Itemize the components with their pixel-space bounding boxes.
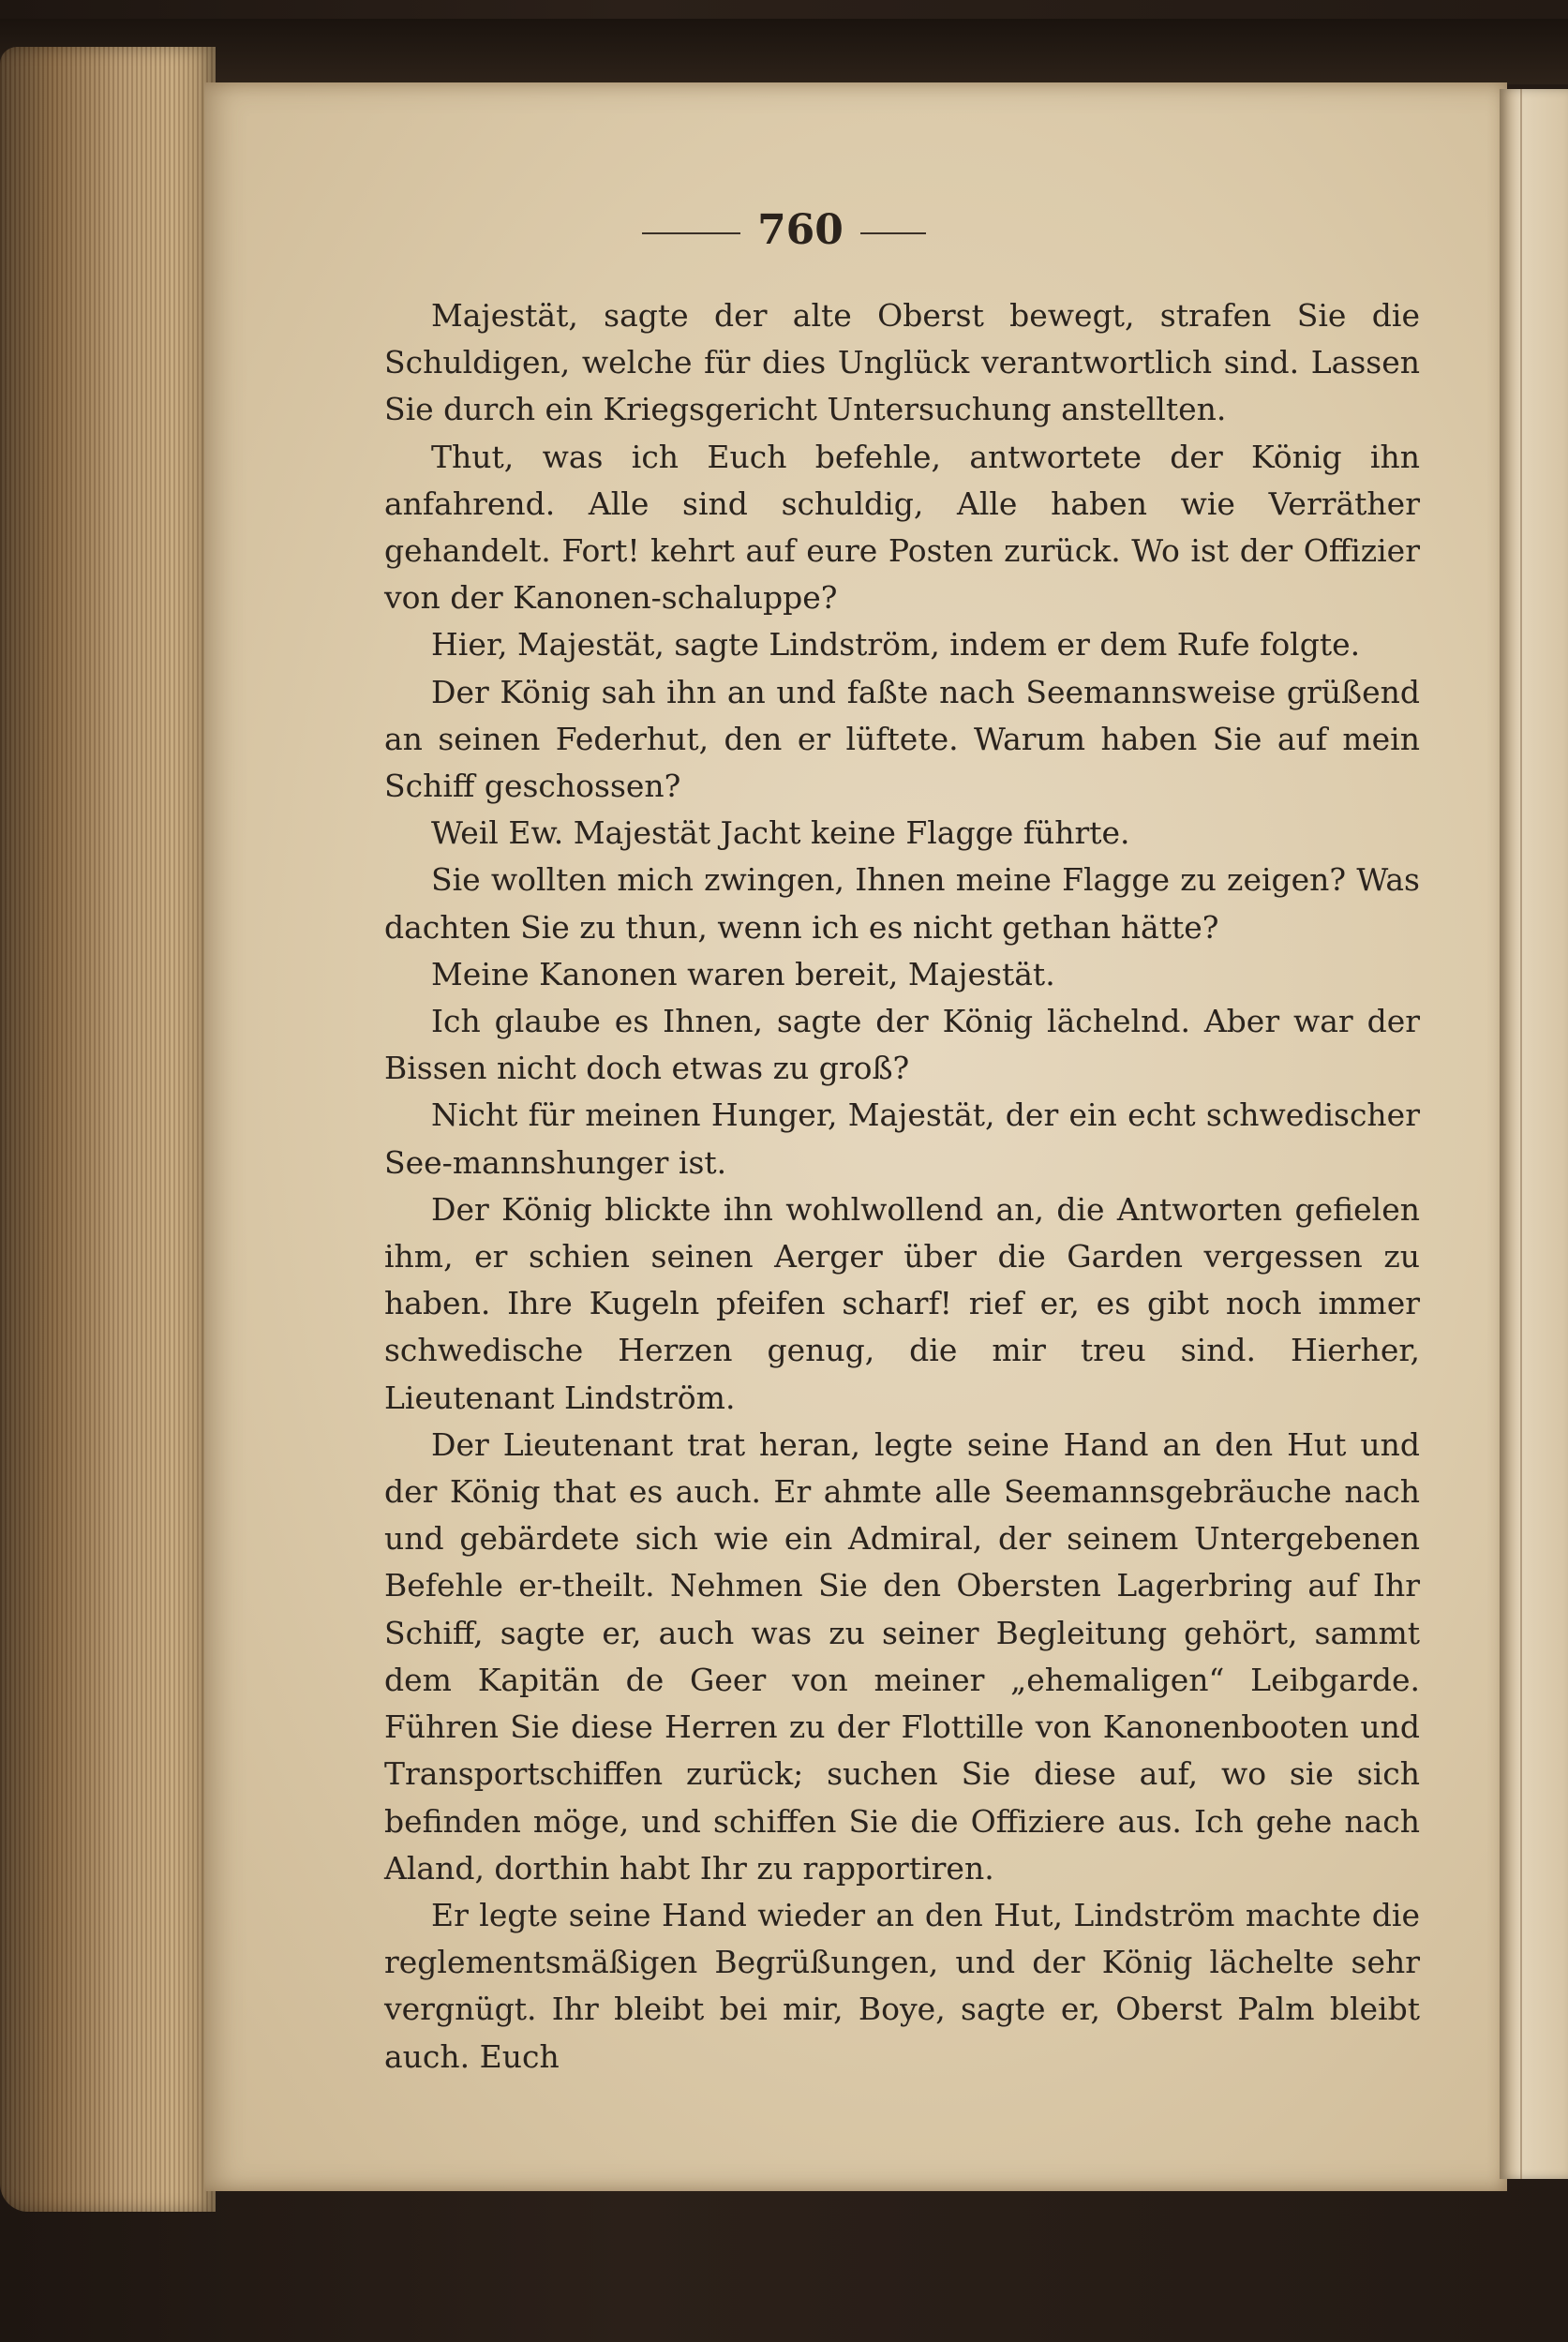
paragraph: Der König sah ihn an und faßte nach Seemannsweise grüßend an seinen Federhut, den er lüftete. Warum haben Sie auf mein Schiff geschossen? (384, 673, 1420, 805)
paragraph: Er legte seine Hand wieder an den Hut, Lindström machte die reglementsmäßigen Begrüßungen, und der König lächelte sehr vergnügt. Ihr bleibt bei mir, Boye, sagte er, Oberst Palm bleibt auch. Euch (384, 1896, 1420, 2075)
page-header (0, 206, 1568, 254)
paragraph: Nicht für meinen Hunger, Majestät, der ein echt schwedischer See-mannshunger ist. (384, 1096, 1420, 1181)
paragraph: Weil Ew. Majestät Jacht keine Flagge führte. (431, 814, 1130, 852)
facing-page-edge (1500, 89, 1568, 2179)
book-cover-top (0, 19, 1568, 84)
page-number: 760 (757, 206, 844, 254)
paragraph: Meine Kanonen waren bereit, Majestät. (431, 955, 1055, 992)
paragraph: Der König blickte ihn wohlwollend an, die Antworten gefielen ihm, er schien seinen Aerger über die Garden vergessen zu haben. Ihre Kugeln pfeifen scharf! rief er, es gibt noch immer schwedische Herzen genug, die mir treu sind. Hierher, Lieutenant Lindström. (384, 1190, 1420, 1416)
paragraph: Hier, Majestät, sagte Lindström, indem er dem Rufe folgte. (431, 626, 1361, 664)
paragraph: Sie wollten mich zwingen, Ihnen meine Flagge zu zeigen? Was dachten Sie zu thun, wenn ich es nicht gethan hätte? (384, 861, 1420, 946)
header-dash-right (860, 232, 926, 234)
header-dash-left (642, 232, 740, 234)
paragraph: Thut, was ich Euch befehle, antwortete der König ihn anfahrend. Alle sind schuldig, Alle haben wie Verräther gehandelt. Fort! kehrt auf eure Posten zurück. Wo ist der Offizier von der Kanonen-schaluppe? (384, 438, 1420, 617)
paragraph: Der Lieutenant trat heran, legte seine Hand an den Hut und der König that es auch. Er ahmte alle Seemannsgebräuche nach und gebärdete sich wie ein Admiral, der seinem Untergebenen Befehle er-theilt. Nehmen Sie den Obersten Lagerbring auf Ihr Schiff, sagte er, auch was zu seiner Begleitung gehört, sammt dem Kapitän de Geer von meiner „ehemaligen“ Leibgarde. Führen Sie diese Herren zu der Flottille von Kanonenbooten und Transportschiffen zurück; suchen Sie diese auf, wo sie sich befinden möge, und schiffen Sie die Offiziere aus. Ich gehe nach Aland, dorthin habt Ihr zu rapportiren. (384, 1425, 1420, 1887)
paragraph: Majestät, sagte der alte Oberst bewegt, strafen Sie die Schuldigen, welche für dies Unglück verantwortlich sind. Lassen Sie durch ein Kriegsgericht Untersuchung anstellten. (384, 297, 1420, 428)
book-page-edges (0, 47, 216, 2212)
page-body (384, 292, 1420, 2081)
paragraph: Ich glaube es Ihnen, sagte der König lächelnd. Aber war der Bissen nicht doch etwas zu groß? (384, 1003, 1420, 1087)
